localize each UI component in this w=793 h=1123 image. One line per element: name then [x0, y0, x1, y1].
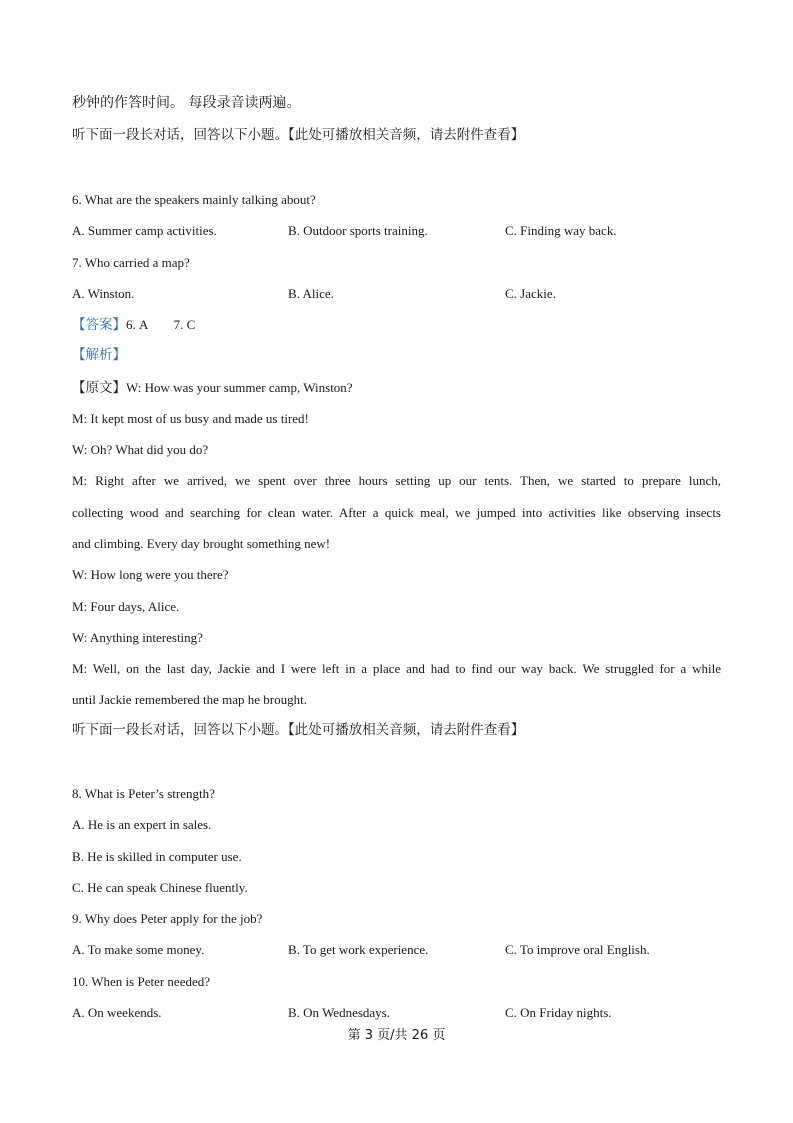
option-c: C. Jackie. [505, 286, 556, 301]
transcript-line: W: How long were you there? [72, 567, 229, 582]
question-6: 6. What are the speakers mainly talking about? [72, 192, 316, 207]
option-b: B. On Wednesdays. [288, 1005, 390, 1020]
transcript-text: W: How was your summer camp, Winston? [126, 380, 353, 395]
question-9: 9. Why does Peter apply for the job? [72, 911, 263, 926]
transcript-line: M: Well, on the last day, Jackie and I were left in a place and had to find our way back. We struggled for a while [72, 661, 721, 676]
transcript-line: W: Anything interesting? [72, 630, 203, 645]
transcript-line: collecting wood and searching for clean water. After a quick meal, we jumped into activities like observing insects [72, 505, 721, 520]
option-c: C. Finding way back. [505, 223, 617, 238]
option-a: A. Winston. [72, 286, 135, 301]
transcript-line: and climbing. Every day brought something new! [72, 536, 331, 551]
option-c: C. On Friday nights. [505, 1005, 612, 1020]
transcript-line: M: Right after we arrived, we spent over three hours setting up our tents. Then, we started to prepare lunch, [72, 473, 721, 488]
transcript-line: W: Oh? What did you do? [72, 442, 209, 457]
transcript-line: until Jackie remembered the map he brought. [72, 692, 308, 707]
question-10: 10. When is Peter needed? [72, 974, 211, 989]
answer-text: 6. A 7. C [126, 317, 196, 332]
option-b: B. Outdoor sports training. [288, 223, 428, 238]
option-b: B. He is skilled in computer use. [72, 849, 242, 864]
option-c: C. To improve oral English. [505, 942, 650, 957]
time-note: 秒钟的作答时间。 每段录音读两遍。 [72, 95, 301, 111]
transcript-label: 【原文】 [72, 380, 126, 396]
listen-instruction: 听下面一段长对话，回答以下小题。【此处可播放相关音频，请去附件查看】 [72, 722, 525, 738]
transcript-line: M: It kept most of us busy and made us tired! [72, 411, 309, 426]
question-7: 7. Who carried a map? [72, 255, 190, 270]
page-number: 第 3 页/共 26 页 [347, 1028, 446, 1043]
option-c: C. He can speak Chinese fluently. [72, 880, 248, 895]
analysis-label: 【解析】 [72, 347, 126, 363]
transcript-line: M: Four days, Alice. [72, 599, 180, 614]
listen-instruction: 听下面一段长对话，回答以下小题。【此处可播放相关音频，请去附件查看】 [72, 127, 525, 143]
option-a: A. On weekends. [72, 1005, 162, 1020]
option-a: A. He is an expert in sales. [72, 817, 212, 832]
answer-label: 【答案】 [72, 317, 126, 333]
option-b: B. Alice. [288, 286, 334, 301]
answer-line [72, 316, 721, 334]
option-b: B. To get work experience. [288, 942, 429, 957]
question-8: 8. What is Peter’s strength? [72, 786, 215, 801]
option-a: A. To make some money. [72, 942, 205, 957]
option-a: A. Summer camp activities. [72, 223, 217, 238]
transcript-line [72, 379, 721, 397]
